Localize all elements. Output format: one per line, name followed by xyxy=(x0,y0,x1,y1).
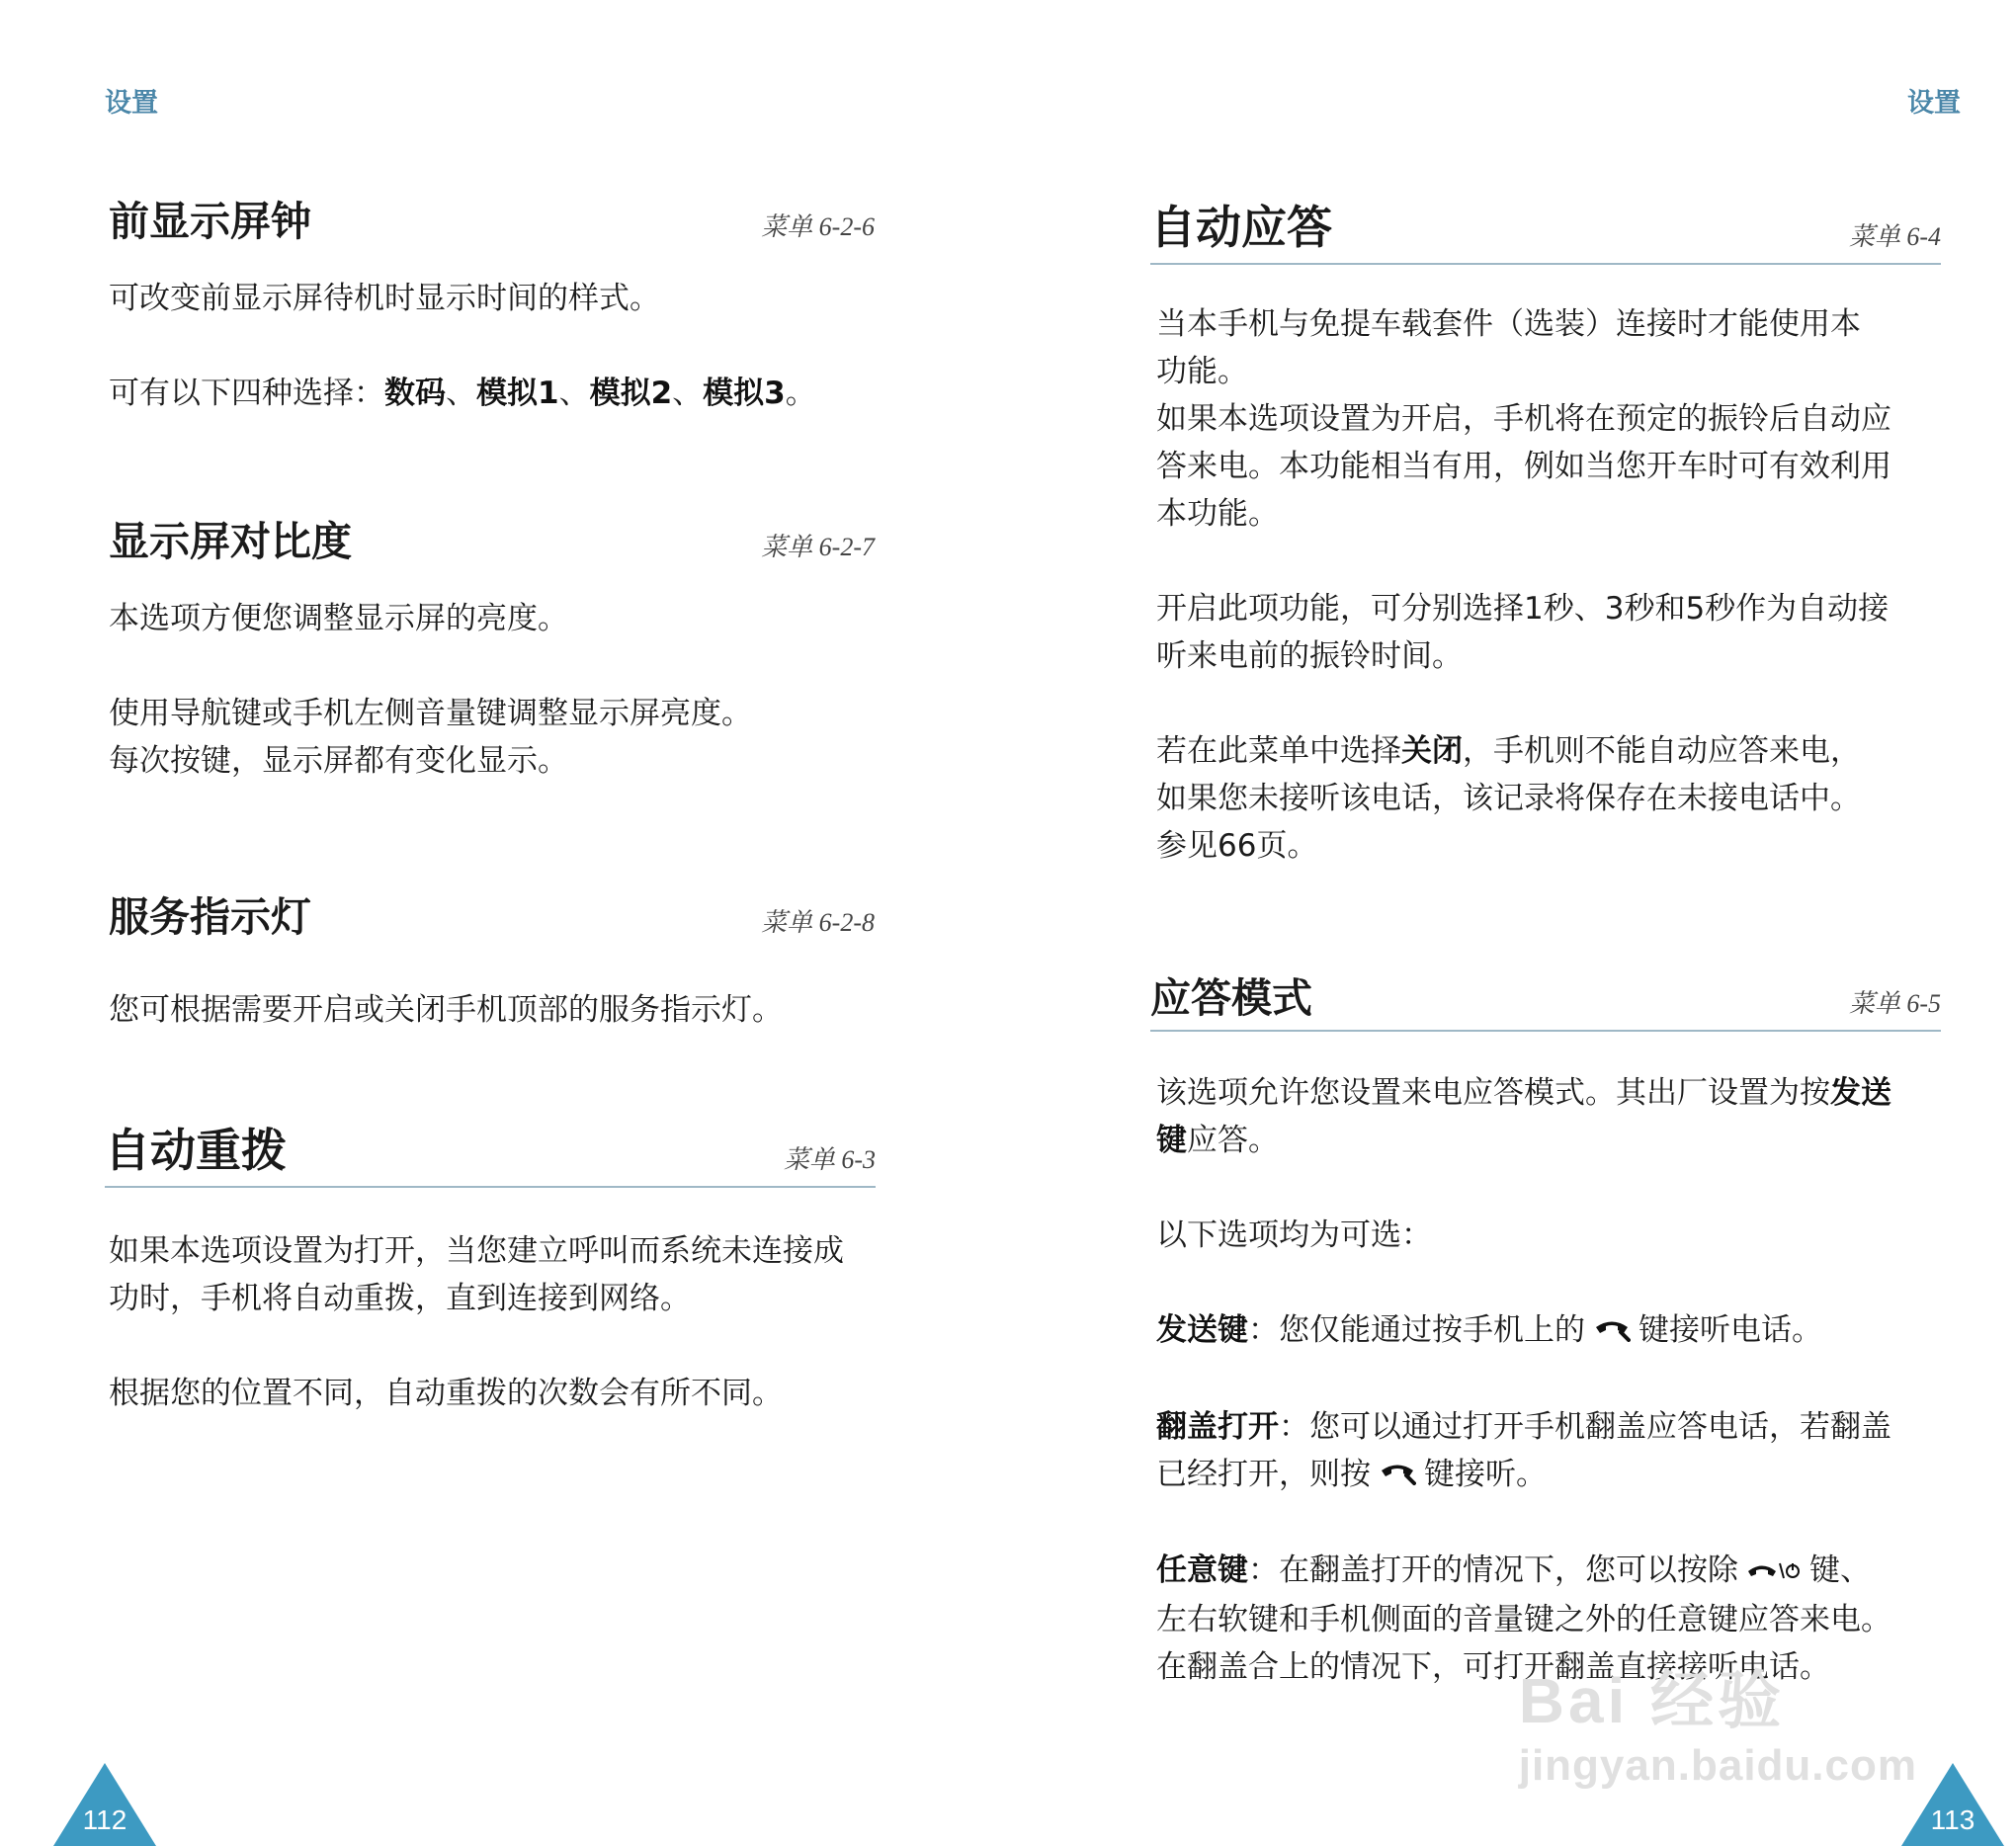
text-run: 已经打开，则按 xyxy=(1156,1456,1371,1492)
text-line xyxy=(1156,1069,1941,1117)
option-analog-3: 模拟3 xyxy=(703,376,786,411)
paragraph: 可改变前显示屏待机时显示时间的样式。 xyxy=(109,281,660,316)
menu-number: 菜单 6-4 xyxy=(1848,222,1941,251)
text-run: 、 xyxy=(672,376,704,411)
option-send: 发送 xyxy=(1830,1075,1891,1111)
section-front-display-clock xyxy=(109,194,875,417)
section-header xyxy=(105,1124,876,1188)
text-run: ：您仅能通过按手机上的 xyxy=(1248,1312,1585,1348)
section-header xyxy=(109,194,875,253)
menu-number: 菜单 6-5 xyxy=(1848,989,1941,1018)
section-body xyxy=(109,275,875,417)
text-line xyxy=(1156,1403,1941,1451)
end-power-key-icon xyxy=(1746,1549,1802,1596)
text-line xyxy=(1156,727,1941,775)
watermark-logo-text: Bai 经验 xyxy=(1518,1665,1786,1736)
text-line: 左右软键和手机侧面的音量键之外的任意键应答来电。 xyxy=(1156,1601,1891,1637)
text-line xyxy=(1156,1117,1941,1164)
option-flip-open-label: 翻盖打开 xyxy=(1156,1408,1279,1445)
section-title: 前显示屏钟 xyxy=(109,198,311,245)
text-line: 使用导航键或手机左侧音量键调整显示屏亮度。 xyxy=(109,696,752,731)
text-line: 参见66页。 xyxy=(1156,828,1318,864)
text-run: 、 xyxy=(558,376,590,411)
option-send-key-label: 发送键 xyxy=(1156,1312,1248,1348)
option-send-key: 键 xyxy=(1156,1123,1187,1158)
text-line: 在翻盖合上的情况下，可打开翻盖直接接听电话。 xyxy=(1156,1648,1830,1685)
text-line xyxy=(1156,1547,1941,1596)
watermark-url: jingyan.baidu.com xyxy=(1518,1741,1917,1790)
section-auto-answer xyxy=(1150,201,1941,870)
section-auto-redial xyxy=(105,1124,876,1417)
text-run: 键接听电话。 xyxy=(1638,1312,1822,1348)
menu-number: 菜单 6-2-6 xyxy=(761,212,875,241)
section-title: 显示屏对比度 xyxy=(109,518,352,565)
section-header xyxy=(1150,201,1941,265)
option-any-key-label: 任意键 xyxy=(1156,1552,1248,1588)
text-line: 答来电。本功能相当有用，例如当您开车时可有效利用 xyxy=(1156,449,1891,484)
section-body xyxy=(1150,300,1941,870)
text-line: 如果您未接听该电话，该记录将保存在未接电话中。 xyxy=(1156,781,1861,816)
text-run: ：在翻盖打开的情况下，您可以按除 xyxy=(1248,1552,1738,1588)
section-body xyxy=(109,595,875,785)
section-body xyxy=(1150,1069,1941,1691)
paragraph xyxy=(109,690,875,785)
text-run: 键接听。 xyxy=(1424,1456,1547,1492)
text-run: 应答。 xyxy=(1187,1123,1279,1158)
section-header xyxy=(109,514,875,573)
page-number: 113 xyxy=(1930,1804,1975,1835)
text-line: 每次按键，显示屏都有变化显示。 xyxy=(109,743,568,779)
running-head: 设置 xyxy=(1907,88,1961,119)
paragraph: 您可根据需要开启或关闭手机顶部的服务指示灯。 xyxy=(109,992,783,1028)
section-service-light xyxy=(109,889,875,1034)
paragraph xyxy=(1156,1069,1941,1164)
running-head: 设置 xyxy=(105,88,158,119)
phone-handset-send-icon xyxy=(1379,1452,1416,1499)
section-body xyxy=(109,986,875,1034)
paragraph xyxy=(1156,1306,1941,1356)
text-run: 若在此菜单中选择 xyxy=(1156,733,1401,769)
text-line: 功时，手机将自动重拨，直到连接到网络。 xyxy=(109,1281,691,1316)
text-line: 功能。 xyxy=(1156,354,1248,389)
option-off: 关闭 xyxy=(1401,733,1463,769)
menu-number: 菜单 6-2-7 xyxy=(761,533,875,561)
paragraph: 根据您的位置不同，自动重拨的次数会有所不同。 xyxy=(109,1376,783,1411)
text-run: 、 xyxy=(446,376,476,411)
text-line xyxy=(1156,1451,1941,1500)
text-run: 该选项允许您设置来电应答模式。其出厂设置为按 xyxy=(1156,1075,1830,1111)
baidu-watermark xyxy=(1519,1650,1917,1791)
paragraph xyxy=(1156,585,1941,680)
section-title: 服务指示灯 xyxy=(109,893,311,941)
section-header xyxy=(109,889,875,949)
phone-handset-send-icon xyxy=(1593,1308,1631,1356)
text-line: 当本手机与免提车载套件（选装）连接时才能使用本 xyxy=(1156,306,1861,342)
text-line: 开启此项功能，可分别选择1秒、3秒和5秒作为自动接 xyxy=(1156,591,1890,627)
menu-number: 菜单 6-3 xyxy=(783,1145,876,1174)
menu-number: 菜单 6-2-8 xyxy=(761,908,875,937)
text-run: 可有以下四种选择： xyxy=(109,376,384,411)
text-run: ，手机则不能自动应答来电， xyxy=(1463,733,1861,769)
section-title: 自动重拨 xyxy=(105,1124,287,1177)
page-number: 112 xyxy=(82,1804,127,1835)
paragraph: 以下选项均为可选： xyxy=(1156,1217,1432,1253)
right-page xyxy=(1008,0,2016,1846)
section-title: 应答模式 xyxy=(1150,974,1312,1022)
page-number-tab xyxy=(53,1763,156,1846)
paragraph xyxy=(1156,1403,1941,1500)
paragraph xyxy=(1156,300,1941,538)
option-analog-2: 模拟2 xyxy=(589,376,673,411)
section-title: 自动应答 xyxy=(1150,201,1332,254)
text-run: 。 xyxy=(785,376,816,411)
paragraph: 本选项方便您调整显示屏的亮度。 xyxy=(109,601,568,636)
section-header xyxy=(1150,970,1941,1032)
paragraph xyxy=(109,1227,876,1322)
text-line: 如果本选项设置为开启，手机将在预定的振铃后自动应 xyxy=(1156,401,1891,437)
text-line: 如果本选项设置为打开，当您建立呼叫而系统未连接成 xyxy=(109,1233,844,1269)
paragraph xyxy=(109,370,875,417)
option-digital: 数码 xyxy=(384,376,446,411)
text-line: 听来电前的振铃时间。 xyxy=(1156,638,1463,674)
text-run: 键、 xyxy=(1809,1552,1871,1588)
option-analog-1: 模拟1 xyxy=(476,376,559,411)
section-body xyxy=(105,1227,876,1417)
section-answer-mode xyxy=(1150,970,1941,1691)
text-run: ：您可以通过打开手机翻盖应答电话，若翻盖 xyxy=(1279,1408,1891,1445)
paragraph xyxy=(1156,727,1941,870)
text-line: 本功能。 xyxy=(1156,496,1279,532)
section-display-contrast xyxy=(109,514,875,785)
